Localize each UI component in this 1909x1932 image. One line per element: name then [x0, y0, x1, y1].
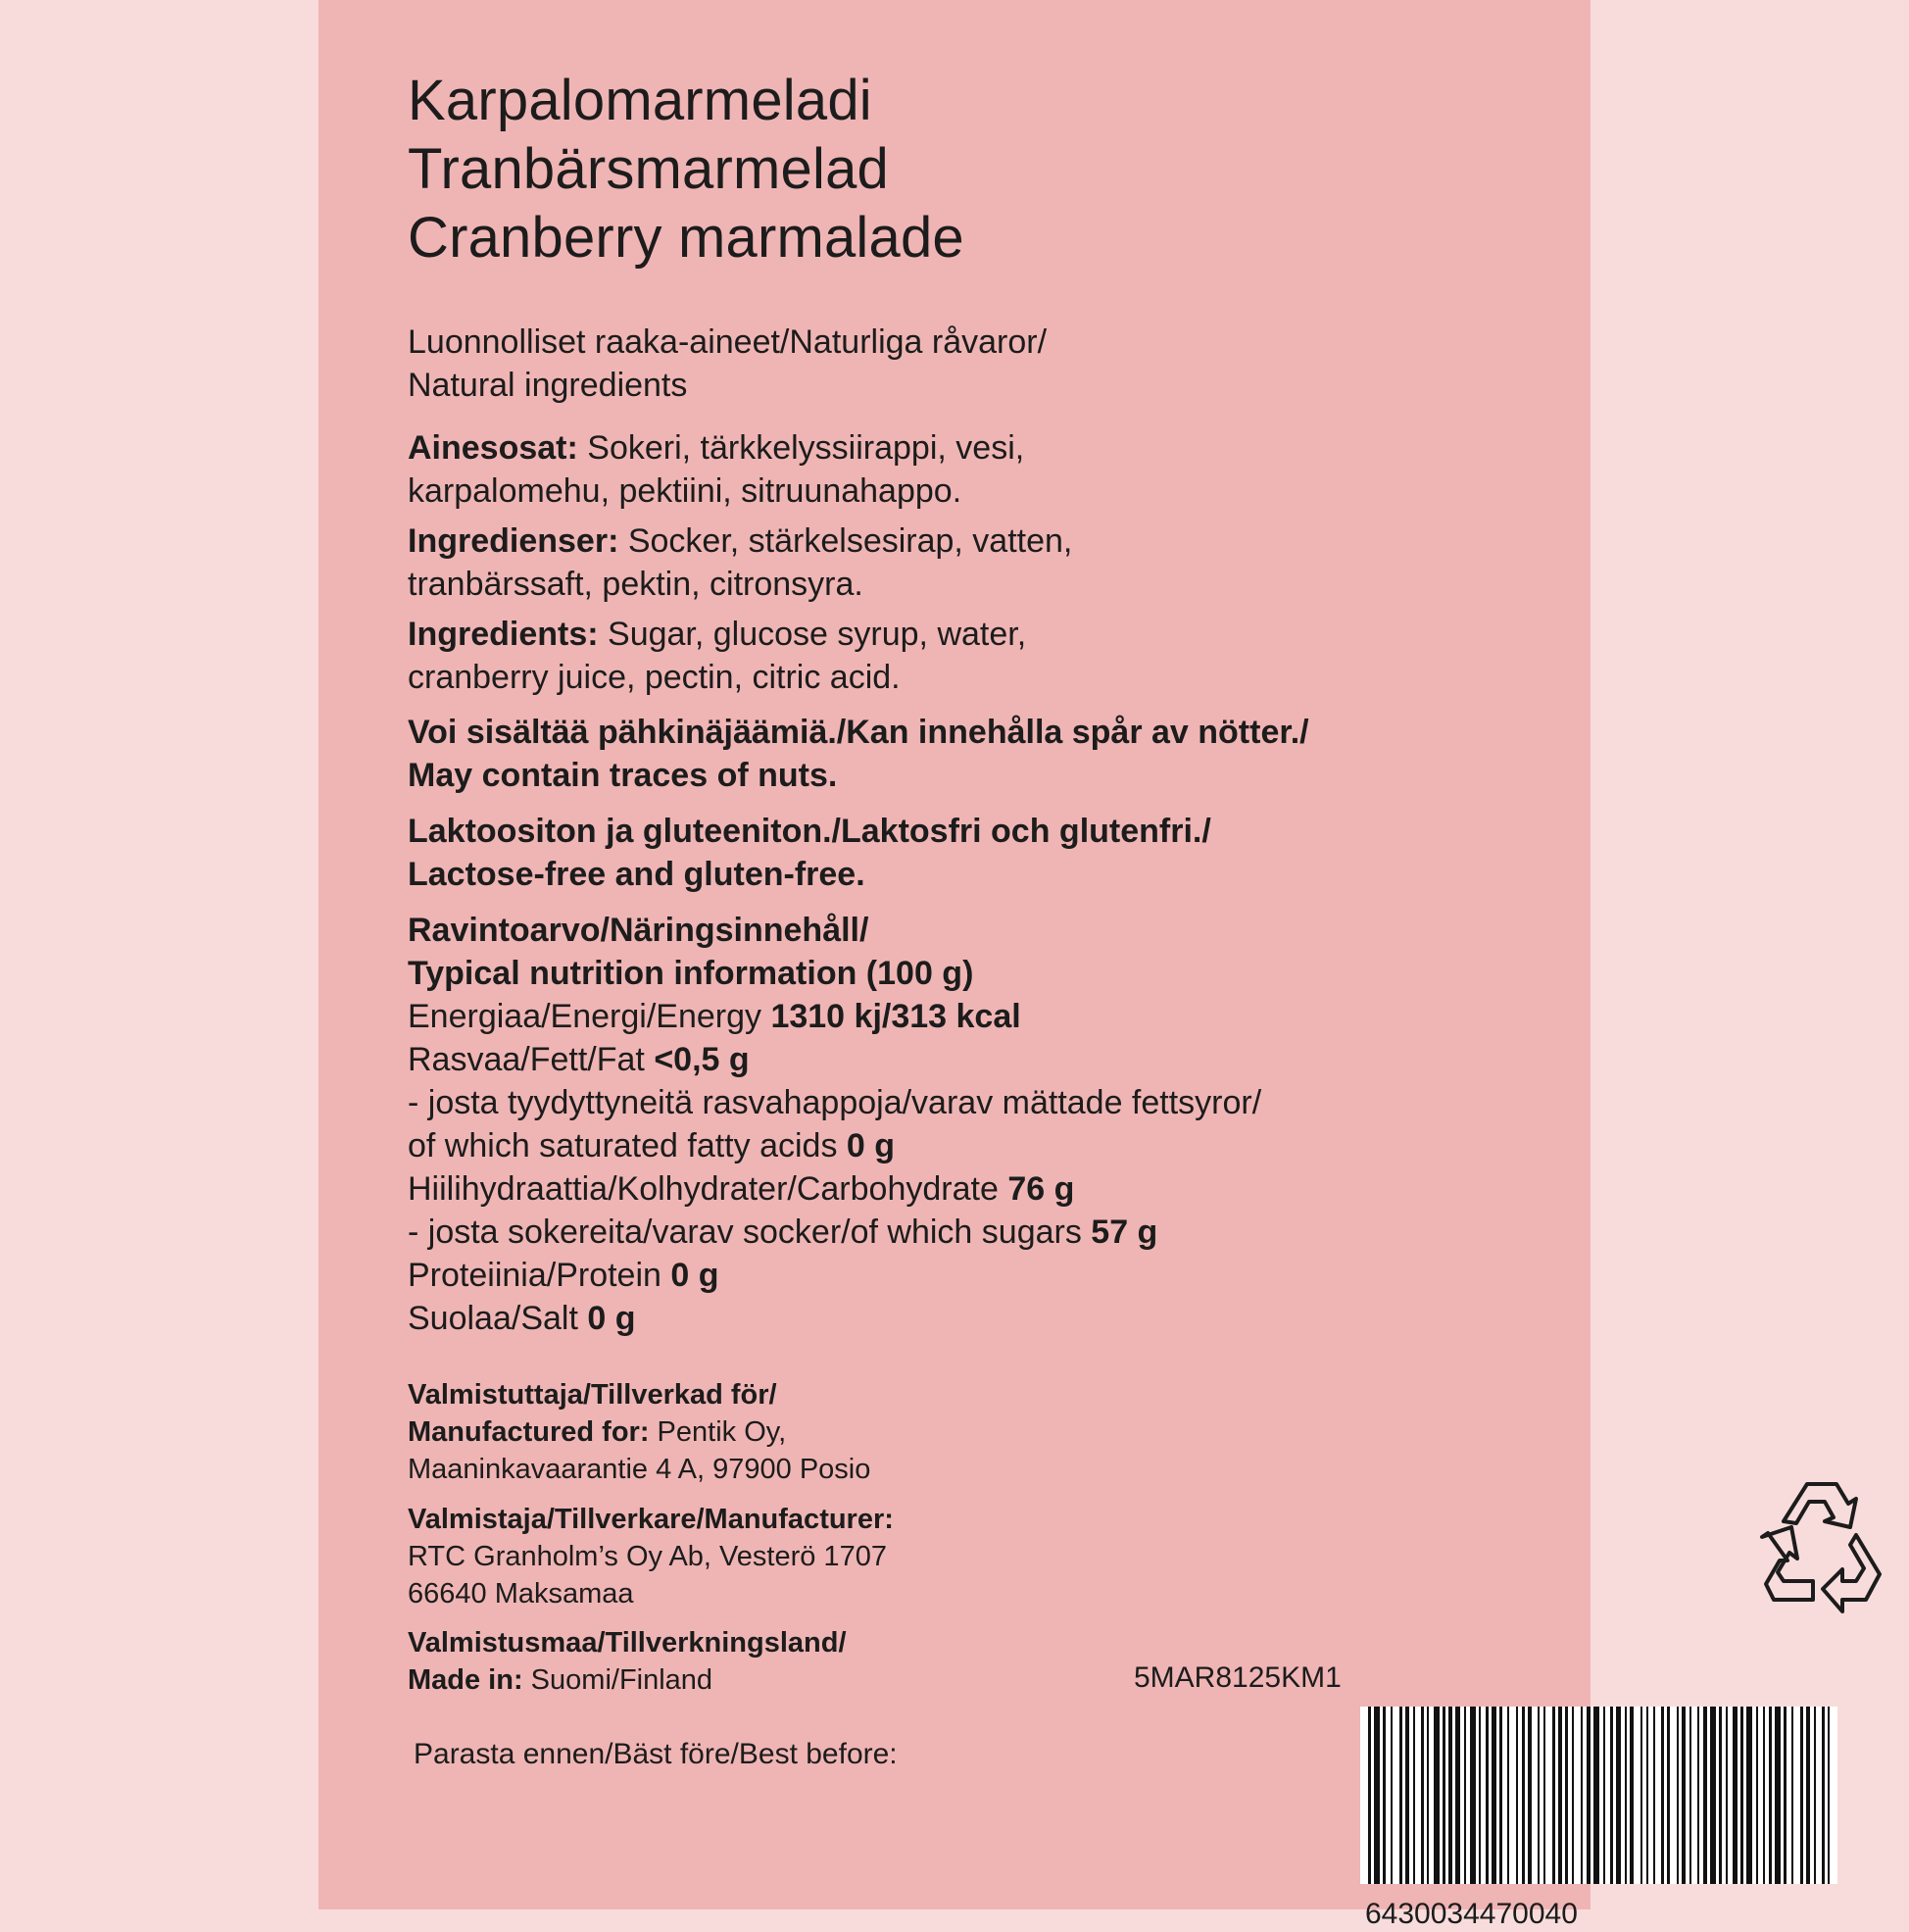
free-from-statement — [408, 810, 1211, 896]
saturated-label-1: - josta tyydyttyneitä rasvahappoja/varav mättade fettsyror/ — [408, 1084, 1262, 1121]
barcode-bar — [1434, 1707, 1440, 1884]
barcode-bar — [1455, 1707, 1460, 1884]
title-swedish: Tranbärsmarmelad — [408, 137, 889, 201]
barcode — [1360, 1707, 1837, 1884]
barcode-bar — [1756, 1707, 1758, 1884]
barcode-bar — [1646, 1707, 1648, 1884]
barcode-bar — [1769, 1707, 1772, 1884]
free-from-line-2: Lactose-free and gluten-free. — [408, 856, 865, 893]
nutrition-row-energy — [408, 995, 1261, 1038]
barcode-bar — [1443, 1707, 1445, 1884]
ingredients-english — [408, 613, 1026, 699]
barcode-bar — [1689, 1707, 1691, 1884]
nutrition-heading-1: Ravintoarvo/Näringsinnehåll/ — [408, 912, 869, 949]
ingredients-en-line-1 — [408, 613, 1026, 656]
barcode-bar — [1603, 1707, 1605, 1884]
energy-value: 1310 kj/313 kcal — [770, 998, 1021, 1035]
manufacturer-line-1: RTC Granholm’s Oy Ab, Vesterö 1707 — [408, 1541, 887, 1572]
manufactured-for-line — [408, 1413, 870, 1451]
barcode-bar — [1565, 1707, 1568, 1884]
barcode-bar — [1492, 1707, 1496, 1884]
manufacturer-line-2: 66640 Maksamaa — [408, 1578, 634, 1610]
natural-line-2: Natural ingredients — [408, 367, 688, 404]
barcode-bar — [1710, 1707, 1716, 1884]
ingredients-sv-label: Ingredienser: — [408, 522, 619, 560]
barcode-bar — [1703, 1707, 1707, 1884]
barcode-bar — [1822, 1707, 1825, 1884]
protein-value: 0 g — [670, 1257, 719, 1294]
origin-label: Made in: — [408, 1664, 523, 1696]
barcode-bar — [1427, 1707, 1429, 1884]
manufactured-for-address: Maaninkavaarantie 4 A, 97900 Posio — [408, 1454, 871, 1485]
ingredients-sv-text-2: tranbärssaft, pektin, citronsyra. — [408, 566, 863, 603]
barcode-bar — [1733, 1707, 1738, 1884]
title-finnish: Karpalomarmeladi — [408, 69, 872, 132]
barcode-bar — [1383, 1707, 1386, 1884]
protein-label: Proteiinia/Protein — [408, 1257, 671, 1294]
sugars-label: - josta sokereita/varav socker/of which sugars — [408, 1214, 1092, 1251]
barcode-bar — [1763, 1707, 1765, 1884]
barcode-bar — [1667, 1707, 1670, 1884]
ingredients-fi-label: Ainesosat: — [408, 429, 578, 467]
manufactured-for-heading: Valmistuttaja/Tillverkad för/ — [408, 1379, 777, 1411]
barcode-bar — [1470, 1707, 1476, 1884]
barcode-bar — [1507, 1707, 1509, 1884]
allergen-line-2: May contain traces of nuts. — [408, 757, 838, 794]
barcode-bar — [1677, 1707, 1679, 1884]
barcode-bar — [1374, 1707, 1380, 1884]
barcode-bar — [1610, 1707, 1613, 1884]
barcode-bar — [1552, 1707, 1555, 1884]
natural-ingredients-note — [408, 321, 1047, 407]
energy-label: Energiaa/Energi/Energy — [408, 998, 771, 1035]
barcode-bar — [1558, 1707, 1562, 1884]
barcode-bar — [1543, 1707, 1545, 1884]
barcode-bar — [1486, 1707, 1489, 1884]
barcode-bar — [1368, 1707, 1371, 1884]
barcode-bar — [1464, 1707, 1466, 1884]
nutrition-heading-2: Typical nutrition information (100 g) — [408, 955, 974, 992]
best-before-label: Parasta ennen/Bäst före/Best before: — [414, 1738, 898, 1770]
barcode-bar — [1661, 1707, 1664, 1884]
ingredients-sv-text-1: Socker, stärkelsesirap, vatten, — [618, 522, 1073, 560]
salt-value: 0 g — [587, 1300, 636, 1337]
nutrition-row-saturated — [408, 1124, 1261, 1167]
origin-value: Suomi/Finland — [522, 1664, 713, 1696]
barcode-bar — [1740, 1707, 1743, 1884]
barcode-icon — [1360, 1707, 1837, 1884]
ingredients-fi-text-1: Sokeri, tärkkelyssiirappi, vesi, — [577, 429, 1025, 467]
nutrition-row-protein — [408, 1254, 1261, 1297]
title-english: Cranberry marmalade — [408, 206, 964, 270]
manufactured-for-label: Manufactured for: — [408, 1416, 650, 1448]
barcode-bar — [1653, 1707, 1655, 1884]
ingredients-en-text-2: cranberry juice, pectin, citric acid. — [408, 659, 901, 696]
barcode-number: 6430034470040 — [1365, 1898, 1578, 1930]
barcode-bar — [1640, 1707, 1642, 1884]
ingredients-en-label: Ingredients: — [408, 616, 599, 653]
allergen-warning — [408, 711, 1309, 797]
allergen-line-1: Voi sisältää pähkinäjäämiä./Kan innehålla spår av nötter./ — [408, 714, 1309, 751]
barcode-bar — [1625, 1707, 1627, 1884]
ingredients-fi-text-2: karpalomehu, pektiini, sitruunahappo. — [408, 472, 962, 510]
nutrition-row-salt — [408, 1297, 1261, 1340]
barcode-bar — [1538, 1707, 1540, 1884]
barcode-bar — [1775, 1707, 1781, 1884]
recycle-icon — [1742, 1476, 1895, 1619]
barcode-bar — [1522, 1707, 1525, 1884]
ingredients-sv-line-1 — [408, 520, 1072, 563]
barcode-bar — [1413, 1707, 1415, 1884]
barcode-bar — [1516, 1707, 1518, 1884]
barcode-bar — [1806, 1707, 1810, 1884]
manufacturer-block — [408, 1501, 894, 1612]
origin-line — [408, 1661, 847, 1699]
carbohydrate-label: Hiilihydraattia/Kolhydrater/Carbohydrate — [408, 1170, 1008, 1208]
barcode-bar — [1421, 1707, 1424, 1884]
ingredients-fi-line-1 — [408, 426, 1024, 470]
barcode-bar — [1587, 1707, 1591, 1884]
salt-label: Suolaa/Salt — [408, 1300, 588, 1337]
barcode-bar — [1814, 1707, 1816, 1884]
barcode-bar — [1726, 1707, 1728, 1884]
product-title — [408, 67, 964, 272]
carbohydrate-value: 76 g — [1007, 1170, 1075, 1208]
barcode-bar — [1791, 1707, 1793, 1884]
barcode-bar — [1593, 1707, 1599, 1884]
ingredients-finnish — [408, 426, 1024, 513]
origin-block — [408, 1624, 847, 1699]
barcode-bar — [1391, 1707, 1393, 1884]
barcode-bar — [1405, 1707, 1409, 1884]
manufacturer-heading: Valmistaja/Tillverkare/Manufacturer: — [408, 1504, 894, 1535]
origin-heading: Valmistusmaa/Tillverkningsland/ — [408, 1627, 847, 1659]
nutrition-row-carbohydrate — [408, 1167, 1261, 1211]
barcode-bar — [1616, 1707, 1621, 1884]
product-code: 5MAR8125KM1 — [1134, 1661, 1342, 1694]
barcode-bar — [1572, 1707, 1574, 1884]
barcode-bar — [1581, 1707, 1583, 1884]
barcode-bar — [1828, 1707, 1830, 1884]
sugars-value: 57 g — [1091, 1214, 1158, 1251]
barcode-bar — [1399, 1707, 1402, 1884]
manufactured-for-name: Pentik Oy, — [649, 1416, 787, 1448]
barcode-bar — [1682, 1707, 1686, 1884]
nutrition-table — [408, 909, 1261, 1340]
barcode-bar — [1630, 1707, 1634, 1884]
ingredients-swedish — [408, 520, 1072, 606]
barcode-bar — [1448, 1707, 1452, 1884]
barcode-bar — [1479, 1707, 1481, 1884]
product-label — [318, 0, 1591, 1930]
nutrition-row-sugars — [408, 1211, 1261, 1254]
saturated-value: 0 g — [846, 1127, 896, 1164]
fat-label: Rasvaa/Fett/Fat — [408, 1041, 655, 1078]
nutrition-row-fat — [408, 1038, 1261, 1081]
manufactured-for-block — [408, 1376, 870, 1488]
natural-line-1: Luonnolliset raaka-aineet/Naturliga råvaror/ — [408, 323, 1048, 361]
ingredients-en-text-1: Sugar, glucose syrup, water, — [598, 616, 1027, 653]
barcode-bar — [1719, 1707, 1722, 1884]
free-from-line-1: Laktoositon ja gluteeniton./Laktosfri och glutenfri./ — [408, 813, 1211, 850]
barcode-bar — [1800, 1707, 1803, 1884]
barcode-bar — [1784, 1707, 1787, 1884]
saturated-label-2: of which saturated fatty acids — [408, 1127, 847, 1164]
barcode-bar — [1499, 1707, 1502, 1884]
barcode-bar — [1697, 1707, 1699, 1884]
fat-value: <0,5 g — [654, 1041, 750, 1078]
barcode-bar — [1746, 1707, 1752, 1884]
barcode-bar — [1528, 1707, 1532, 1884]
